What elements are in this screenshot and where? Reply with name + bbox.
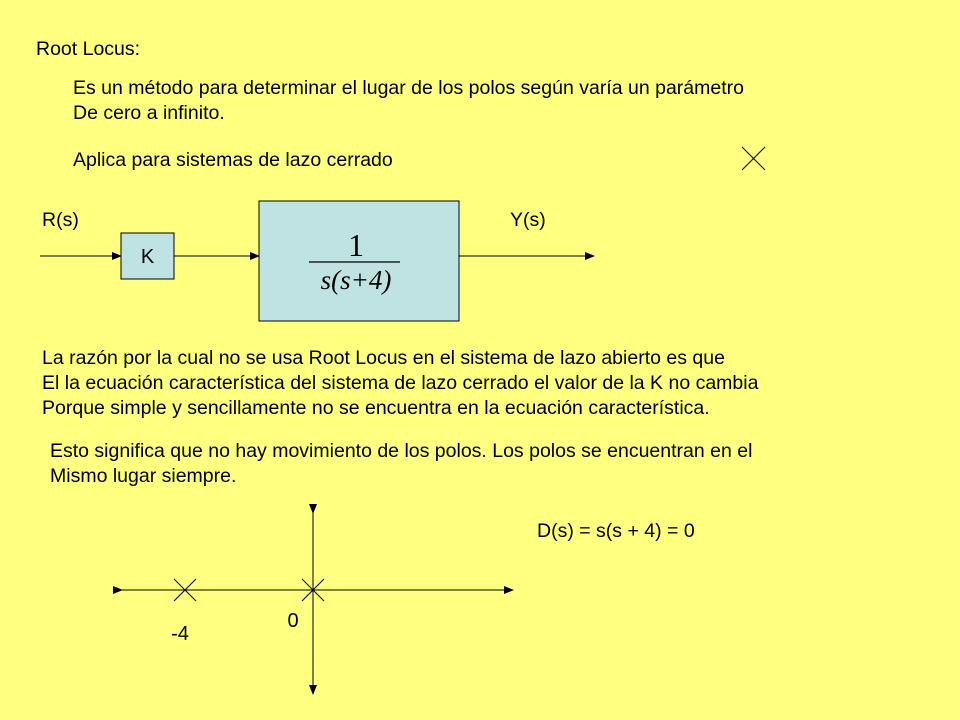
pole-plot [122, 513, 513, 694]
explanation-line-3: Porque simple y sencillamente no se encuentra en la ecuación característica. [42, 397, 710, 419]
tf-numerator: 1 [348, 227, 364, 263]
output-signal-label: Y(s) [510, 209, 546, 231]
meaning-line-1: Esto significa que no hay movimiento de los polos. Los polos se encuentran en el [50, 440, 753, 462]
definition-line-2: De cero a infinito. [73, 102, 225, 124]
tf-denominator: s(s+4) [320, 265, 392, 295]
explanation-line-1: La razón por la cual no se usa Root Locus en el sistema de lazo abierto es que [42, 347, 725, 369]
slide-title: Root Locus: [36, 38, 141, 60]
explanation-line-2: El la ecuación característica del sistema de lazo cerrado el valor de la K no cambia [42, 372, 759, 394]
definition-line-1: Es un método para determinar el lugar de los polos según varía un parámetro [73, 77, 744, 99]
meaning-line-2: Mismo lugar siempre. [50, 465, 237, 487]
stray-x-marker [742, 147, 765, 170]
input-signal-label: R(s) [42, 209, 79, 231]
origin-label: 0 [287, 610, 299, 632]
characteristic-equation: D(s) = s(s + 4) = 0 [537, 520, 695, 542]
block-diagram [40, 201, 594, 321]
pole-label-minus-4: -4 [171, 623, 189, 645]
applies-to-text: Aplica para sistemas de lazo cerrado [73, 149, 393, 171]
gain-label: K [140, 246, 155, 268]
